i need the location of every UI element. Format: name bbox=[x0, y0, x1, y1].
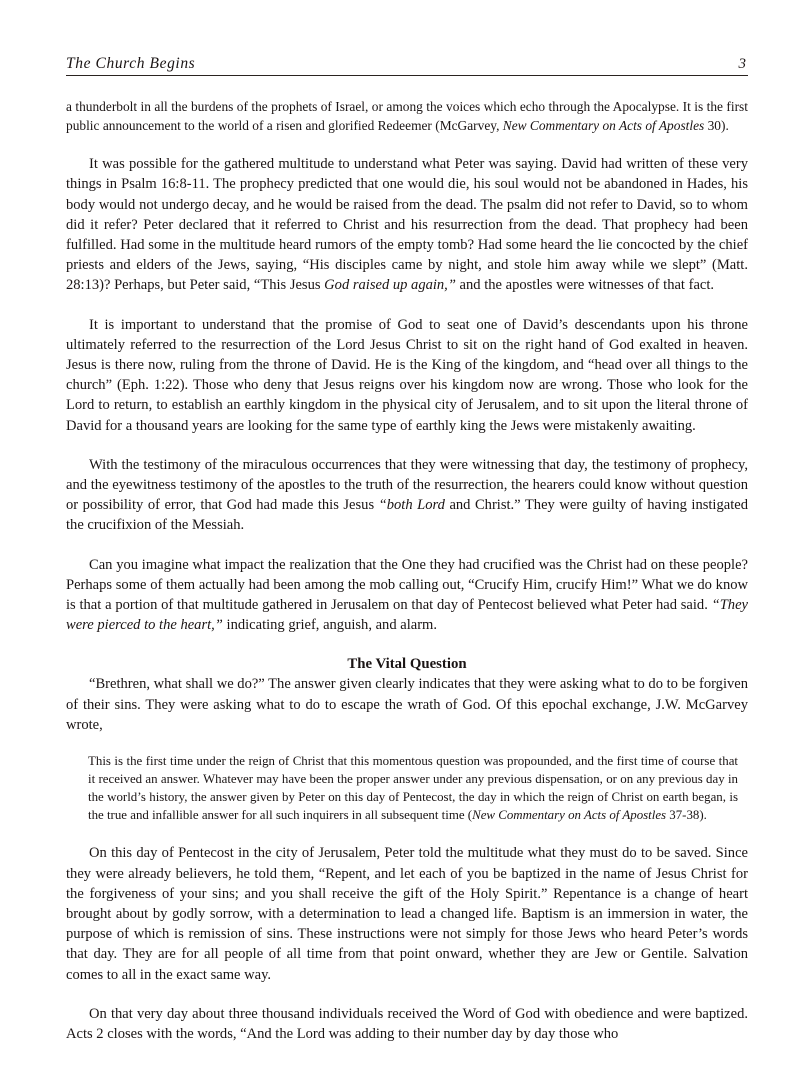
paragraph-2 bbox=[66, 154, 748, 295]
page-number: 3 bbox=[738, 56, 746, 72]
blockquote-text bbox=[88, 752, 738, 824]
paragraph-8: On that very day about three thousand individuals received the Word of God with obedience and were baptized. Acts 2 closes with the words, “And the Lord was adding to their number day by day those who bbox=[66, 1005, 748, 1043]
paragraph-4 bbox=[66, 455, 748, 536]
paragraph-text-tail: 30). bbox=[704, 117, 729, 133]
paragraph-text-tail: and the apostles were witnesses of that fact. bbox=[455, 277, 715, 294]
paragraph-3: It is important to understand that the promise of God to seat one of David’s descendants upon his throne ultimately referred to the resurrection of the Lord Jesus Christ to sit on the right hand of God exalted in heaven. Jesus is there now, ruling from the throne of David. He is the King of the kingdom, and “head over all things to the church” (Eph. 1:22). Those who deny that Jesus reigns over his kingdom now are wrong. Those who look for the Lord to return, to establish an earthly kingdom in the physical city of Jerusalem, and to sit upon the literal throne of David for a thousand years are looking for the same type of earthly king the Jews were mistakenly awaiting. bbox=[66, 316, 748, 434]
paragraph-text: With the testimony of the miraculous occurrences that they were witnessing that day, the testimony of prophecy, and the eyewitness testimony of the apostles to the truth of the resurrection, the hearers could know without question or possibility of error, that God had made this Jesus bbox=[66, 456, 748, 514]
book-citation-title: New Commentary on Acts of Apostles bbox=[502, 117, 705, 133]
paragraph-text-tail: indicating grief, anguish, and alarm. bbox=[222, 617, 437, 634]
paragraph-continuation bbox=[66, 98, 748, 135]
scripture-quote-italic: “They were pierced to the heart,” bbox=[66, 597, 748, 634]
scripture-quote-italic: “both Lord bbox=[378, 497, 445, 514]
paragraph-6: “Brethren, what shall we do?” The answer given clearly indicates that they were asking what to do to be forgiven of their sins. They were asking what to do to escape the wrath of God. Of this epochal exchange, J.W. McGarvey wrote, bbox=[66, 676, 748, 733]
book-citation-title: New Commentary on Acts of Apostles bbox=[472, 808, 667, 823]
paragraph-text: Can you imagine what impact the realization that the One they had crucified was the Christ had on these people? Perhaps some of them actually had been among the mob calling out, “Crucify Him, crucify Him!” What we do know is that a portion of that multitude gathered in Jerusalem on that day of Pentecost believed what Peter had said. bbox=[66, 556, 748, 614]
blockquote-text-tail: 37-38). bbox=[666, 808, 707, 823]
running-head-title: The Church Begins bbox=[66, 55, 196, 72]
block-quotation bbox=[66, 752, 748, 824]
paragraph-text-tail: and Christ.” They were guilty of having instigated the crucifixion of the Messiah. bbox=[66, 497, 748, 534]
paragraph-text: a thunderbolt in all the burdens of the prophets of Israel, or among the voices which echo through the Apocalypse. It is the first public announcement to the world of a risen and glorified Redeemer (McGarvey, bbox=[66, 99, 748, 133]
running-head bbox=[66, 50, 748, 76]
scripture-quote-italic: God raised up again,” bbox=[324, 277, 456, 294]
opening-block bbox=[66, 98, 748, 135]
paragraph-7: On this day of Pentecost in the city of Jerusalem, Peter told the multitude what they must do to be saved. Since they were already believers, he told them, “Repent, and let each of you be baptized in the name of Jesus Christ for the forgiveness of your sins; and you shall receive the gift of the Holy Spirit.” Repentance is a change of heart brought about by godly sorrow, with a determination to lead a changed life. Baptism is an immersion in water, the purpose of which is remission of sins. These instructions were not simply for those Jews who heard Peter’s words that day. They are for all people of all time from that point onward, whether they are Jew or Gentile. Salvation comes to all in the exact same way. bbox=[66, 845, 748, 983]
blockquote-text-lead: This is the first time under the reign of Christ that this momentous question was propounded, and the first time of course that it received an answer. Whatever may have been the proper answer under any previous dispensation, or on any previous day in the world’s history, the answer given by Peter on this day of Pentecost, the day in which the reign of Christ on earth began, is the true and infallible answer for all such inquirers in all subsequent time ( bbox=[88, 754, 738, 823]
section-heading: The Vital Question bbox=[347, 656, 467, 673]
header-rule bbox=[66, 75, 748, 76]
paragraph-text: It was possible for the gathered multitude to understand what Peter was saying. David had written of these very things in Psalm 16:8-11. The prophecy predicted that one would die, his soul would not be abandoned in Hades, his body would not undergo decay, and he would be raised from the dead. The psalm did not refer to David, so to whom did it refer? Peter declared that it referred to Christ and his resurrection from the dead. That prophecy had been fulfilled. Had some in the multitude heard rumors of the empty tomb? Had some heard the lie concocted by the chief priests and elders of the Jews, saying, “His disciples came by night, and stole him away while we slept” (Matt. 28:13)? Perhaps, but Peter said, “This Jesus bbox=[66, 156, 748, 294]
page-content bbox=[66, 50, 748, 1044]
paragraph-5 bbox=[66, 555, 748, 636]
